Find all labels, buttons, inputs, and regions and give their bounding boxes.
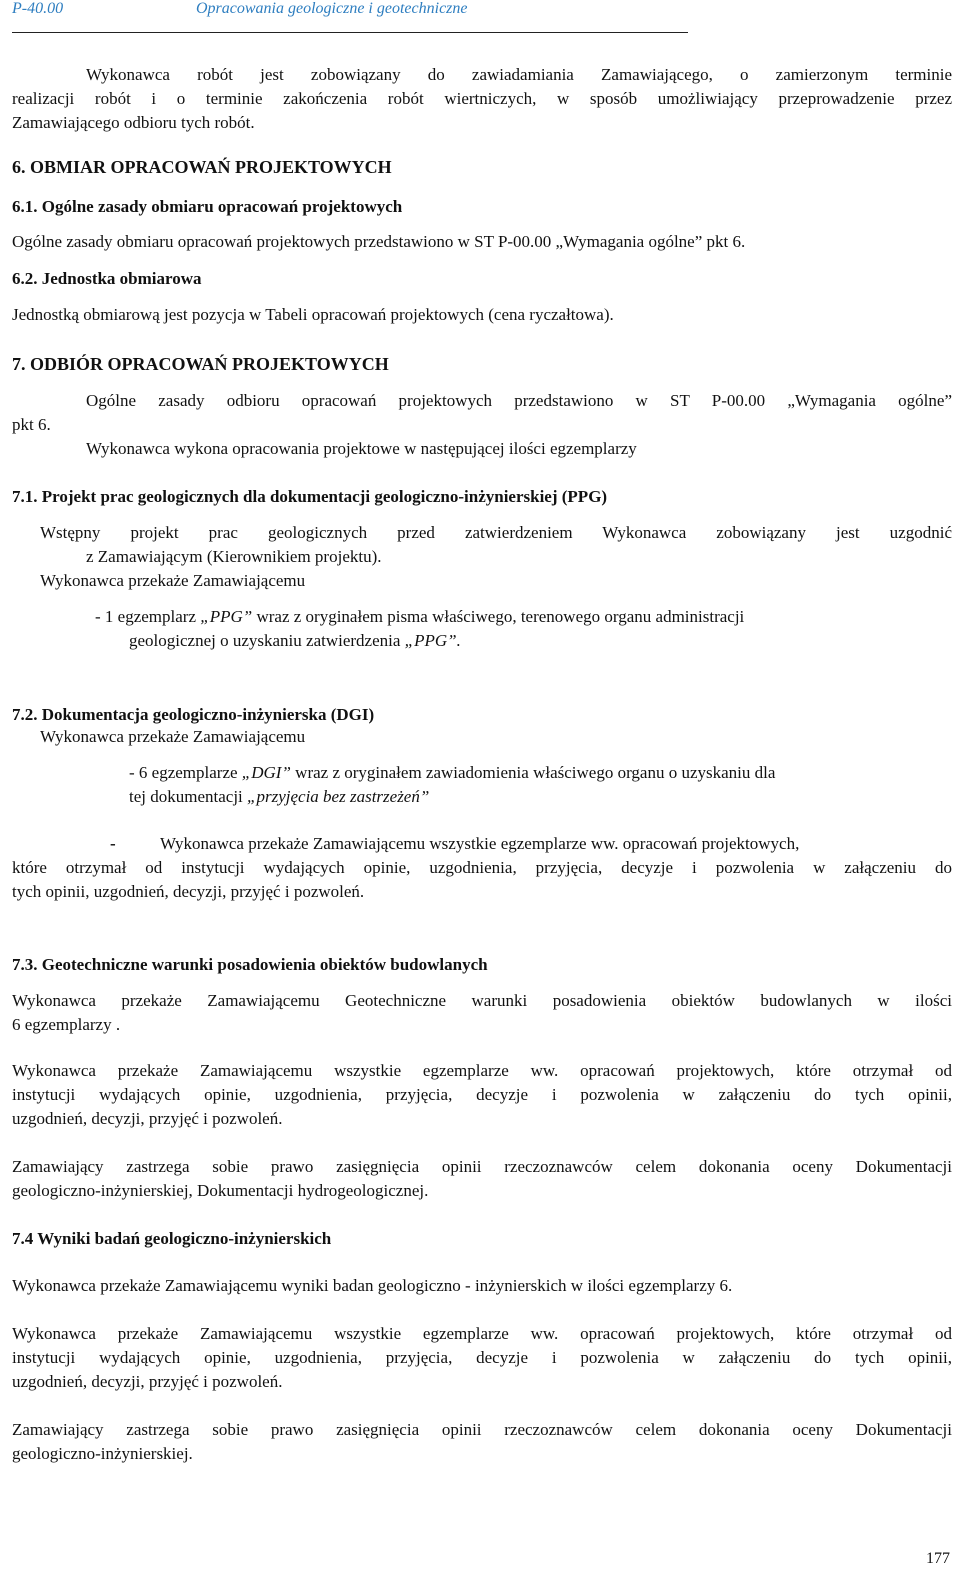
emphasis-text: „przyjęcia bez zastrzeżeń” bbox=[247, 787, 430, 806]
list-item bbox=[129, 762, 960, 784]
paragraph-line: Wykonawca przekaże Zamawiającemu Geotechniczne warunki posadowienia obiektów budowlanych w ilości bbox=[12, 991, 952, 1010]
paragraph-line: Zamawiającego odbioru tych robót. bbox=[12, 113, 255, 132]
list-item-text: wraz z oryginałem zawiadomienia właściwego organu o uzyskaniu dla bbox=[290, 763, 776, 782]
section-heading-6-2: 6.2. Jednostka obmiarowa bbox=[12, 269, 202, 288]
paragraph-line: Wykonawca robót jest zobowiązany do zawiadamiania Zamawiającego, o zamierzonym terminie bbox=[86, 65, 952, 84]
paragraph-line: uzgodnień, decyzji, przyjęć i pozwoleń. bbox=[12, 1372, 283, 1391]
emphasis-text: „PPG”. bbox=[404, 631, 461, 650]
paragraph-line: z Zamawiającym (Kierownikiem projektu). bbox=[86, 547, 382, 566]
list-item bbox=[129, 630, 960, 652]
section-heading-7-4: 7.4 Wyniki badań geologiczno-inżynierskich bbox=[12, 1229, 332, 1248]
paragraph-line: uzgodnień, decyzji, przyjęć i pozwoleń. bbox=[12, 1109, 283, 1128]
list-item bbox=[129, 786, 960, 808]
list-item-text: wraz z oryginałem pisma właściwego, terenowego organu administracji bbox=[252, 607, 745, 626]
paragraph-line: Ogólne zasady obmiaru opracowań projektowych przedstawiono w ST P-00.00 „Wymagania ogólne” pkt 6. bbox=[12, 232, 746, 251]
paragraph-line: instytucji wydających opinie, uzgodnienia, przyjęcia, decyzje i pozwolenia w załączeniu do tych opinii, bbox=[12, 1085, 952, 1104]
emphasis-text: „DGI” bbox=[241, 763, 291, 782]
paragraph-line: tych opinii, uzgodnień, decyzji, przyjęć i pozwoleń. bbox=[12, 882, 365, 901]
paragraph-line: Wykonawca wykona opracowania projektowe w następującej ilości egzemplarzy bbox=[86, 439, 637, 458]
list-item-text: geologicznej o uzyskaniu zatwierdzenia bbox=[129, 631, 405, 650]
paragraph-line: Wstępny projekt prac geologicznych przed zatwierdzeniem Wykonawca zobowiązany jest uzgodnić bbox=[40, 523, 952, 542]
section-heading-7-2: 7.2. Dokumentacja geologiczno-inżynierska (DGI) bbox=[12, 705, 375, 724]
paragraph-line: geologiczno-inżynierskiej, Dokumentacji hydrogeologicznej. bbox=[12, 1181, 429, 1200]
paragraph-line: Wykonawca przekaże Zamawiającemu wszystkie egzemplarze ww. opracowań projektowych, które otrzymał od bbox=[12, 1061, 952, 1080]
paragraph-line: 6 egzemplarzy . bbox=[12, 1015, 121, 1034]
list-item-text: - 6 egzemplarze bbox=[129, 763, 242, 782]
paragraph-line: Wykonawca przekaże Zamawiającemu bbox=[40, 571, 306, 590]
section-heading-7: 7. ODBIÓR OPRACOWAŃ PROJEKTOWYCH bbox=[12, 354, 389, 374]
list-item-text: tej dokumentacji bbox=[129, 787, 248, 806]
paragraph-line: instytucji wydających opinie, uzgodnienia, przyjęcia, decyzje i pozwolenia w załączeniu do tych opinii, bbox=[12, 1348, 952, 1367]
paragraph-line: Zamawiający zastrzega sobie prawo zasięgnięcia opinii rzeczoznawców celem dokonania oceny Dokumentacji bbox=[12, 1157, 952, 1176]
list-item bbox=[95, 606, 960, 628]
header-code: P-40.00 bbox=[12, 0, 64, 17]
section-heading-7-3: 7.3. Geotechniczne warunki posadowienia obiektów budowlanych bbox=[12, 955, 488, 974]
list-dash: - bbox=[110, 834, 116, 853]
paragraph-line: pkt 6. bbox=[12, 415, 51, 434]
list-item-text: - 1 egzemplarz bbox=[95, 607, 201, 626]
paragraph-line: które otrzymał od instytucji wydających opinie, uzgodnienia, przyjęcia, decyzje i pozwolenia w załączeniu do bbox=[12, 858, 952, 877]
paragraph-line: Wykonawca przekaże Zamawiającemu wyniki badan geologiczno - inżynierskich w ilości egzemplarzy 6. bbox=[12, 1276, 733, 1295]
paragraph-line: realizacji robót i o terminie zakończenia robót wiertniczych, w sposób umożliwiający przeprowadzenie przez bbox=[12, 89, 952, 108]
emphasis-text: „PPG” bbox=[200, 607, 253, 626]
paragraph-line: Jednostką obmiarową jest pozycja w Tabeli opracowań projektowych (cena ryczałtowa). bbox=[12, 305, 614, 324]
list-item-text: Wykonawca przekaże Zamawiającemu wszystkie egzemplarze ww. opracowań projektowych, bbox=[160, 834, 800, 853]
page-number: 177 bbox=[926, 1550, 950, 1567]
paragraph-line: Wykonawca przekaże Zamawiającemu bbox=[40, 727, 306, 746]
section-heading-7-1: 7.1. Projekt prac geologicznych dla dokumentacji geologiczno-inżynierskiej (PPG) bbox=[12, 487, 608, 506]
section-heading-6-1: 6.1. Ogólne zasady obmiaru opracowań projektowych bbox=[12, 197, 403, 216]
paragraph-line: Ogólne zasady odbioru opracowań projektowych przedstawiono w ST P-00.00 „Wymagania ogólne” bbox=[86, 391, 952, 410]
page-header bbox=[12, 0, 688, 33]
paragraph-line: geologiczno-inżynierskiej. bbox=[12, 1444, 193, 1463]
paragraph-line: Wykonawca przekaże Zamawiającemu wszystkie egzemplarze ww. opracowań projektowych, które otrzymał od bbox=[12, 1324, 952, 1343]
section-heading-6: 6. OBMIAR OPRACOWAŃ PROJEKTOWYCH bbox=[12, 157, 392, 177]
header-title: Opracowania geologiczne i geotechniczne bbox=[196, 0, 468, 17]
list-item bbox=[12, 833, 952, 855]
paragraph-line: Zamawiający zastrzega sobie prawo zasięgnięcia opinii rzeczoznawców celem dokonania oceny Dokumentacji bbox=[12, 1420, 952, 1439]
